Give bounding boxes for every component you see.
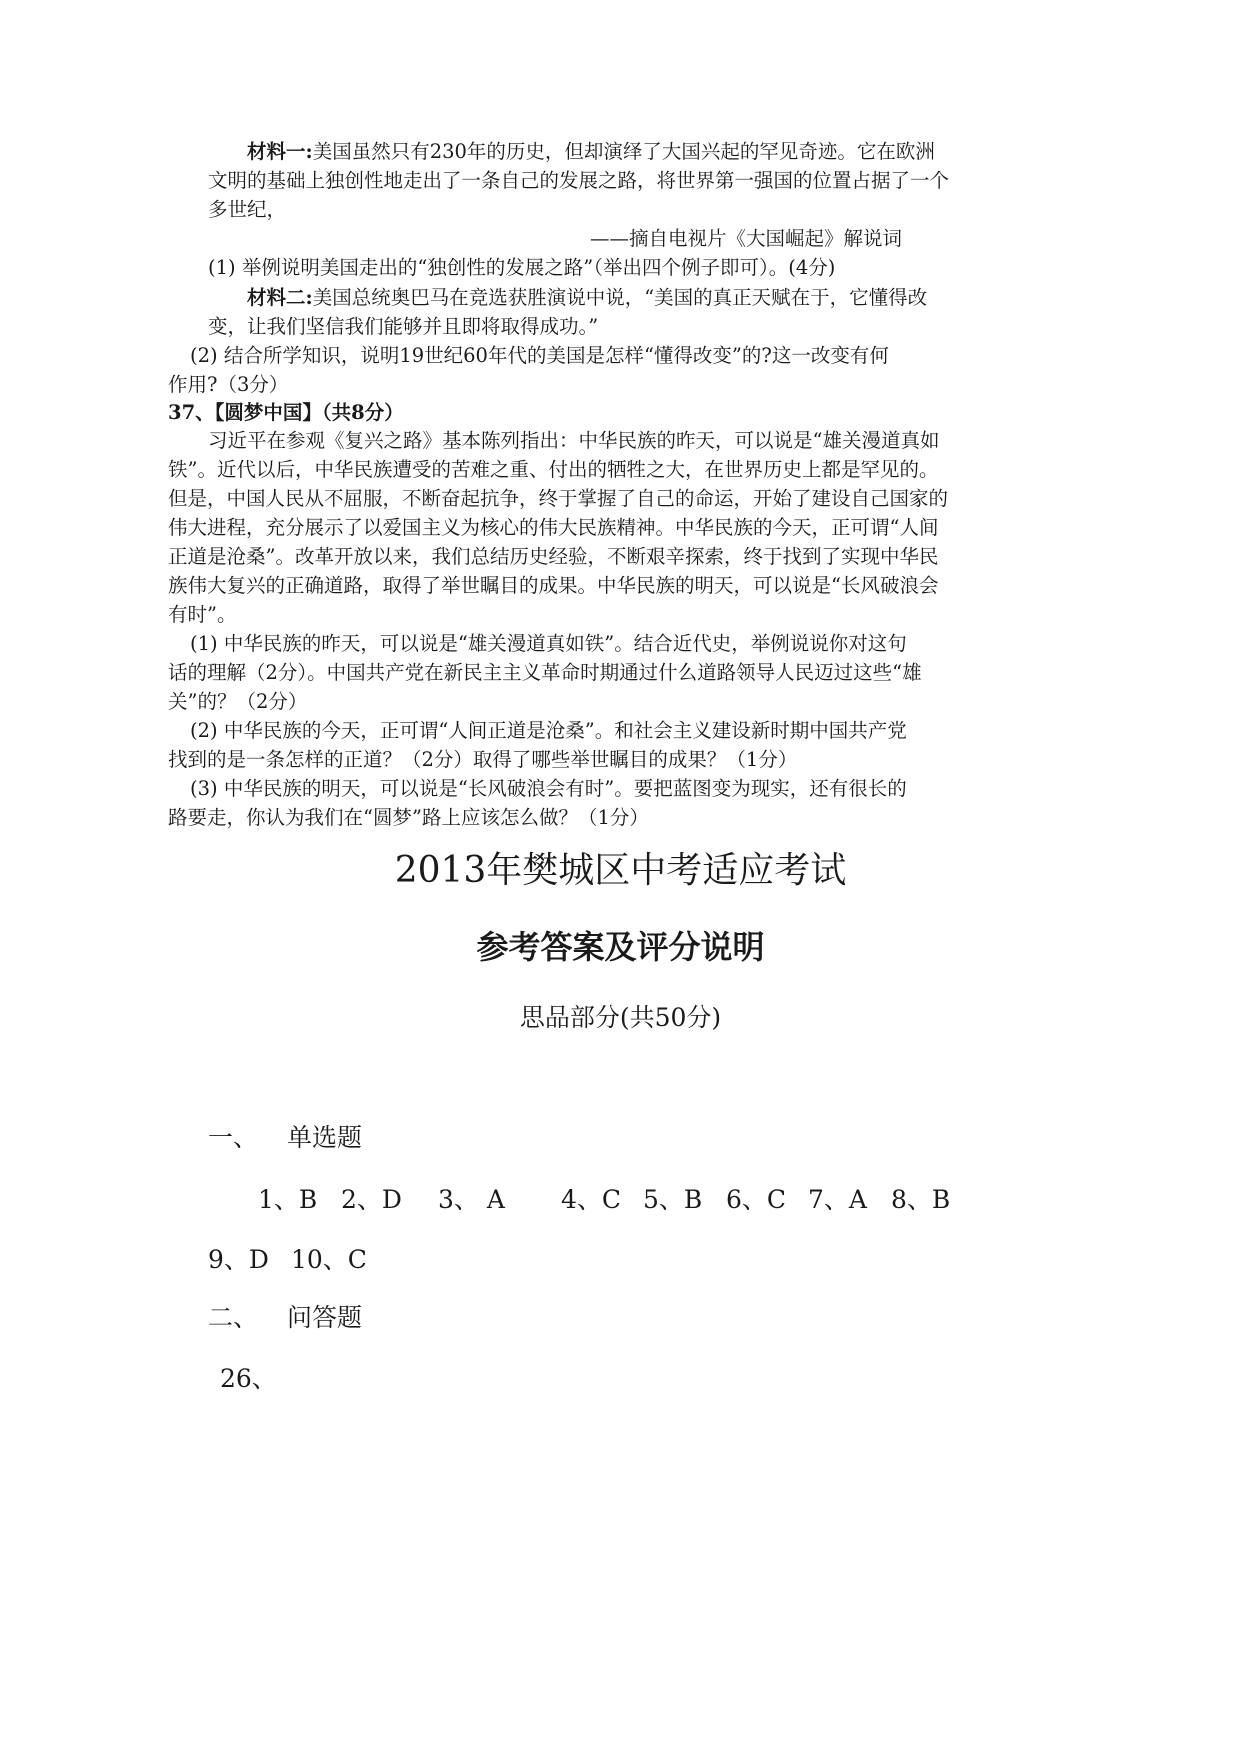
answer-item: 10、C bbox=[291, 1245, 367, 1274]
question37-heading: 37、【圆梦中国】（共8分） bbox=[168, 401, 404, 424]
material2-label: 材料二: bbox=[247, 286, 313, 309]
answer-item: 5、B bbox=[643, 1185, 703, 1214]
q37-para-line: 但是，中国人民从不屈服，不断奋起抗争，终于掌握了自己的命运，开始了建设自己国家的 bbox=[168, 487, 949, 510]
q37-para-line: 伟大进程，充分展示了以爱国主义为核心的伟大民族精神。中华民族的今天，正可谓“人间 bbox=[168, 516, 939, 539]
q37-sub1-line: 关”的？（2分） bbox=[168, 690, 308, 713]
answer-title: 2013年樊城区中考适应考试 bbox=[394, 850, 847, 891]
q37-sub2-line: (2) 中华民族的今天，正可谓“人间正道是沧桑”。和社会主义建设新时期中国共产党 bbox=[190, 719, 907, 742]
material2-line2: 变，让我们坚信我们能够并且即将取得成功。” bbox=[208, 315, 599, 338]
q37-para-line: 习近平在参观《复兴之路》基本陈列指出：中华民族的昨天，可以说是“雄关漫道真如 bbox=[208, 429, 940, 452]
answer-item: 7、A bbox=[808, 1185, 867, 1214]
answer-item: 4、C bbox=[561, 1185, 622, 1214]
q37-para-line: 族伟大复兴的正确道路，取得了举世瞩目的成果。中华民族的明天，可以说是“长风破浪会 bbox=[168, 574, 939, 597]
material1-line1: 材料一:美国虽然只有230年的历史，但却演绎了大国兴起的罕见奇迹。它在欧洲 bbox=[247, 140, 935, 163]
q37-sub3-line: (3) 中华民族的明天，可以说是“长风破浪会有时”。要把蓝图变为现实，还有很长的 bbox=[190, 777, 907, 800]
question2-line1: (2) 结合所学知识，说明19世纪60年代的美国是怎样“懂得改变”的?这一改变有何 bbox=[190, 344, 889, 367]
q37-para-line: 正道是沧桑”。改革开放以来，我们总结历史经验，不断艰辛探索，终于找到了实现中华民 bbox=[168, 545, 939, 568]
answer-subtitle: 参考答案及评分说明 bbox=[476, 928, 765, 966]
answer-item: 2、D bbox=[341, 1185, 402, 1214]
question1: (1) 举例说明美国走出的“独创性的发展之路”（举出四个例子即可）。(4分) bbox=[208, 256, 836, 279]
material1-label: 材料一: bbox=[247, 140, 313, 163]
material1-line2: 文明的基础上独创性地走出了一条自己的发展之路，将世界第一强国的位置占据了一个 bbox=[208, 169, 950, 192]
part2-label: 问答题 bbox=[287, 1303, 363, 1332]
question2-line2: 作用?（3分） bbox=[168, 373, 289, 396]
material1-line3: 多世纪， bbox=[208, 198, 287, 221]
part1-number: 一、 bbox=[208, 1123, 259, 1152]
q37-sub2-line: 找到的是一条怎样的正道？（2分）取得了哪些举世瞩目的成果？（1分） bbox=[168, 748, 798, 771]
q37-sub3-line: 路要走，你认为我们在“圆梦”路上应该怎么做？（1分） bbox=[168, 806, 649, 829]
answer-item: 6、C bbox=[726, 1185, 787, 1214]
q37-para-line: 有时”。 bbox=[168, 603, 237, 626]
answer-section: 思品部分(共50分) bbox=[519, 1003, 722, 1032]
answer-item: 3、 A bbox=[438, 1185, 505, 1214]
part2-number: 二、 bbox=[208, 1303, 259, 1332]
answer-item: 9、D bbox=[208, 1245, 269, 1274]
material2-line1: 材料二:美国总统奥巴马在竞选获胜演说中说，“美国的真正天赋在于，它懂得改 bbox=[247, 286, 928, 309]
material1-source: ——摘自电视片《大国崛起》解说词 bbox=[590, 227, 903, 250]
part1-label: 单选题 bbox=[287, 1123, 363, 1152]
answer-item: 8、B bbox=[891, 1185, 951, 1214]
answer-item: 1、B bbox=[258, 1185, 318, 1214]
q37-sub1-line: (1) 中华民族的昨天，可以说是“雄关漫道真如铁”。结合近代史，举例说说你对这句 bbox=[190, 632, 907, 655]
q37-para-line: 铁”。近代以后，中华民族遭受的苦难之重、付出的牺牲之大，在世界历史上都是罕见的。 bbox=[168, 458, 939, 481]
question26-label: 26、 bbox=[220, 1364, 277, 1393]
q37-sub1-line: 话的理解（2分）。中国共产党在新民主主义革命时期通过什么道路领导人民迈过这些“雄 bbox=[168, 661, 922, 684]
